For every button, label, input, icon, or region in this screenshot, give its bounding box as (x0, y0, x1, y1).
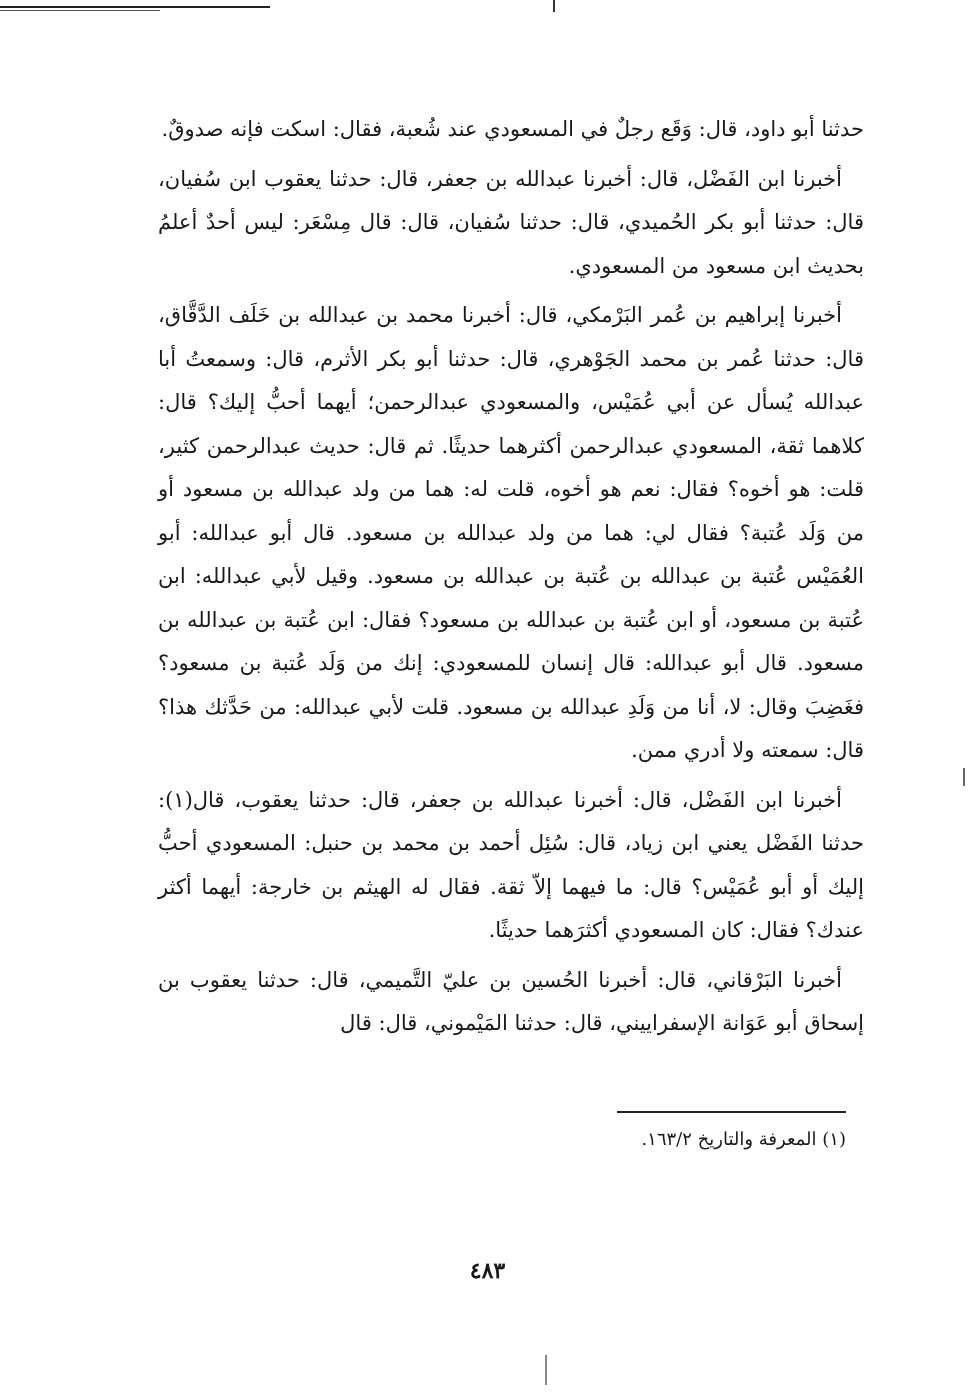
paragraph-3: أخبرنا إبراهيم بن عُمر البَرْمكي، قال: أخبرنا محمد بن عبدالله بن خَلَف الدَّقَّاق، قال: حدثنا عُمر بن محمد الجَوْهري، قال: حدثنا أبو بكر الأثرم، قال: وسمعتُ أبا عبدالله يُسأل عن أبي عُمَيْس، والمسعودي عبدالرحمن؛ أيهما أحبُّ إليك؟ قال: كلاهما ثقة، المسعودي عبدالرحمن أكثرهما حديثًا. ثم قال: حديث عبدالرحمن كثير، قلت: هو أخوه؟ فقال: نعم هو أخوه، قلت له: هما من ولد عبدالله بن مسعود أو من وَلَد عُتبة؟ فقال لي: هما من ولد عبدالله بن مسعود. قال أبو عبدالله: أبو العُمَيْس عُتبة بن عبدالله بن عُتبة بن عبدالله بن مسعود. وقيل لأبي عبدالله: ابن عُتبة بن مسعود، أو ابن عُتبة بن عبدالله بن مسعود؟ فقال: ابن عُتبة بن عبدالله بن مسعود. قال أبو عبدالله: قال إنسان للمسعودي: إنك من وَلَد عُتبة بن مسعود؟ فغَضِبَ وقال: لا، أنا من وَلَدِ عبدالله بن مسعود. قلت لأبي عبدالله: من حَدَّثك هذا؟ قال: سمعته ولا أدري ممن. (158, 303, 864, 762)
footnote: (١) المعرفة والتاريخ ١٦٣/٢. (641, 1129, 846, 1150)
main-text-body (158, 108, 864, 1052)
margin-scan-mark (963, 768, 965, 786)
paragraph-1: حدثنا أبو داود، قال: وَقَع رجلٌ في المسعودي عند شُعبة، فقال: اسكت فإنه صدوقٌ. (161, 117, 864, 141)
paragraph-2: أخبرنا ابن الفَضْل، قال: أخبرنا عبدالله بن جعفر، قال: حدثنا يعقوب ابن سُفيان، قال: حدثنا أبو بكر الحُميدي، قال: حدثنا سُفيان، قال: قال مِسْعَر: ليس أحدٌ أعلمُ بحديث ابن مسعود من المسعودي. (158, 166, 864, 278)
top-scan-rule-thin (0, 10, 160, 11)
paragraph-5: أخبرنا البَرْقاني، قال: أخبرنا الحُسين بن عليّ التَّميمي، قال: حدثنا يعقوب بن إسحاق أبو عَوَانة الإسفراييني، قال: حدثنا المَيْموني، قال: قال (158, 967, 864, 1035)
top-scan-tick (553, 0, 555, 12)
bottom-scan-mark (545, 1355, 547, 1385)
top-scan-rule (0, 6, 270, 8)
paragraph-4: أخبرنا ابن الفَضْل، قال: أخبرنا عبدالله بن جعفر، قال: حدثنا يعقوب، قال(١): حدثنا الفَضْل يعني ابن زياد، قال: سُئِل أحمد بن محمد بن حنبل: المسعودي أحبُّ إليك أو أبو عُمَيْس؟ قال: ما فيهما إلاّ ثقة. فقال له الهيثم بن خارجة: أيهما أكثر عندك؟ فقال: كان المسعودي أكثرَهما حديثًا. (158, 787, 864, 942)
page-number: ٤٨٣ (469, 1258, 506, 1284)
footnote-divider (617, 1111, 846, 1113)
